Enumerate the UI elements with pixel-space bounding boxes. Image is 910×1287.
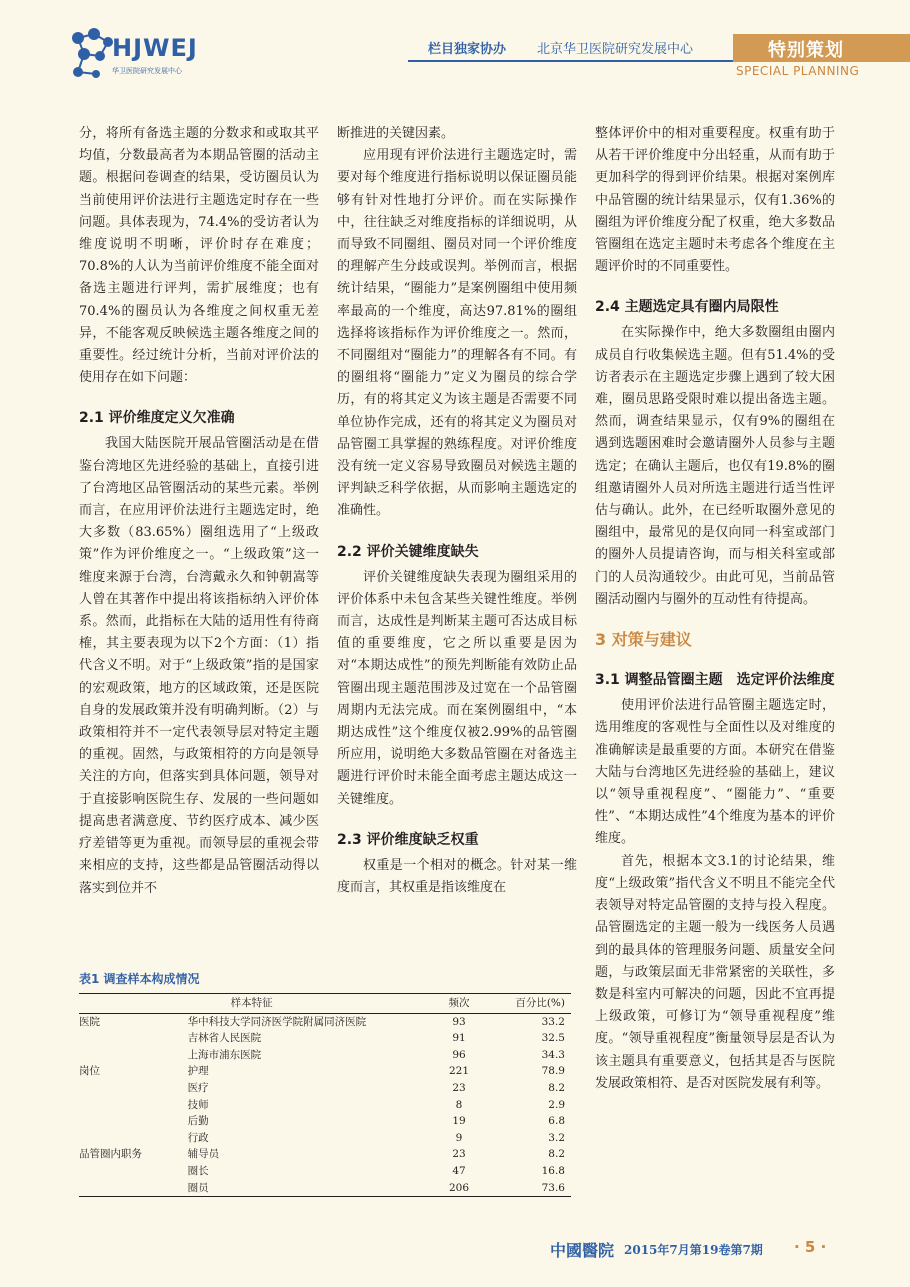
table-cell-item: 护理: [187, 1065, 209, 1078]
column-sponsor-label: 栏目独家协办: [428, 42, 507, 57]
table-cell-category: [79, 1030, 188, 1047]
text-column-1: [79, 123, 319, 900]
table-row: [79, 1097, 571, 1114]
table-cell-pct: 34.3: [541, 1048, 565, 1061]
table-row: [79, 1080, 571, 1097]
table-row: [79, 1063, 571, 1080]
page-footer: [550, 1238, 840, 1260]
table-cell-freq: 47: [452, 1164, 466, 1177]
table-row: [79, 1013, 571, 1030]
table-cell-pct: 8.2: [548, 1081, 565, 1094]
table-cell-freq: 221: [448, 1065, 470, 1078]
section-heading: 2.2 评价关键维度缺失: [337, 543, 479, 560]
paragraph: 首先，根据本文3.1的讨论结果，维度“上级政策”指代含义不明且不能完全代表领导对特定品管圈的支持与投入程度。品管圈选定的主题一般为一线医务人员遇到的最具体的管理服务问题、质量安全问题，与政策层面无非常紧密的关联性，多数是科室内可解决的问题，因此不宜再提上级政策，可修订为“领导重视程度”维度。“领导重视程度”衡量领导层是否认为该主题具有重要意义，包括其是否与医院发展政策相符、是否对医院发展有利等。: [595, 853, 835, 1091]
table-cell-freq: 96: [452, 1048, 466, 1061]
table-cell-item: 后勤: [187, 1115, 209, 1128]
section-heading: 2.4 主题选定具有圈内局限性: [595, 299, 779, 316]
text-column-3: [595, 123, 835, 1095]
table-cell-category: [79, 1113, 188, 1130]
paragraph: 权重是一个相对的概念。针对某一维度而言，其权重是指该维度在: [337, 857, 577, 896]
table-cell-pct: 16.8: [541, 1164, 565, 1177]
table-cell-pct: 78.9: [541, 1065, 565, 1078]
table-cell-category: 医院: [79, 1015, 100, 1028]
paragraph: 分，将所有备选主题的分数求和或取其平均值，分数最高者为本期品管圈的活动主题。根据问卷调查的结果，受访圈员认为当前使用评价法进行主题选定时存在一些问题。具体表现为，74.4%的受访者认为维度说明不明晰，评价时存在难度；70.8%的人认为当前评价维度不能全面对备选主题进行评判，需扩展维度；也有70.4%的圈员认为各维度之间权重无差异，不能客观反映候选主题各维度之间的重要性。经过统计分析，当前对评价法的使用存在如下问题：: [79, 126, 319, 386]
table-cell-freq: 23: [452, 1148, 466, 1161]
page-header: [0, 0, 910, 80]
table-header: 百分比(%): [515, 997, 565, 1009]
table-cell-freq: 9: [455, 1131, 463, 1144]
table-cell-category: 岗位: [79, 1065, 100, 1078]
section-heading: 2.3 评价维度缺乏权重: [337, 831, 479, 848]
logo-subtitle: 华卫医院研究发展中心: [112, 67, 182, 75]
page-number: · 5 ·: [794, 1238, 827, 1256]
section-heading: 2.1 评价维度定义欠准确: [79, 410, 235, 427]
table-row: [79, 1180, 571, 1197]
table-header-row: [79, 994, 571, 1014]
section-title-en: SPECIAL PLANNING: [736, 64, 860, 78]
table-row: [79, 1146, 571, 1163]
section-heading: 3.1 调整品管圈主题 选定评价法维度: [595, 672, 835, 689]
table-cell-freq: 23: [452, 1081, 466, 1094]
section-title: 特别策划: [768, 40, 844, 61]
table-cell-category: [79, 1080, 188, 1097]
table-cell-category: 品管圈内职务: [79, 1148, 142, 1161]
table-cell-pct: 6.8: [548, 1115, 565, 1128]
table-cell-item: 医疗: [187, 1081, 209, 1094]
table-cell-item: 行政: [187, 1131, 209, 1144]
issue-info: 2015年7月第19卷第7期: [624, 1243, 763, 1257]
sample-table: [79, 993, 571, 1197]
paragraph: 在实际操作中，绝大多数圈组由圈内成员自行收集候选主题。但有51.4%的受访者表示在主题选定步骤上遇到了较大困难，圈员思路受限时难以提出备选主题。然而，调查结果显示，仅有9%的圈组在遇到选题困难时会邀请圈外人员参与主题选定；在确认主题后，也仅有19.8%的圈组邀请圈外人员对所选主题进行适当性评估与确认。此外，在已经听取圈外意见的圈组中，最常见的是仅向同一科室或部门的圈外人员提请咨询，而与相关科室或部门的人员沟通较少。由此可见，当前品管圈活动圈内与圈外的互动性有待提高。: [595, 325, 835, 607]
table-cell-freq: 91: [452, 1032, 466, 1045]
table-header: 样本特征: [230, 997, 273, 1009]
paragraph: 断推进的关键因素。: [337, 126, 455, 141]
column-sponsor-org: 北京华卫医院研究发展中心: [537, 42, 694, 57]
paragraph: 我国大陆医院开展品管圈活动是在借鉴台湾地区先进经验的基础上，直接引进了台湾地区品管圈活动的某些元素。举例而言，在应用评价法进行主题选定时，绝大多数（83.65%）圈组选用了“上级政策”作为评价维度之一。“上级政策”这一维度来源于台湾，台湾戴永久和钟朝嵩等人曾在其著作中提出将该指标纳入评价体系。然而，此指标在大陆的适用性有待商榷，其主要表现为以下2个方面：（1）指代含义不明。对于“上级政策”指的是国家的宏观政策，地方的区域政策，还是医院自身的发展政策并没有明确判断。（2）与政策相符并不一定代表领导层对特定主题的重视。固然，与政策相符的方向是领导关注的方向，但落实到具体问题，领导对于直接影响医院生存、发展的一些问题如提高患者满意度、节约医疗成本、减少医疗差错等更为重视。而领导层的重视会带来相应的支持，这些都是品管圈活动得以落实到位并不: [79, 436, 319, 896]
journal-name: 中國醫院: [550, 1241, 615, 1260]
table-cell-item: 华中科技大学同济医学院附属同济医院: [187, 1015, 367, 1028]
table-cell-pct: 32.5: [541, 1032, 565, 1045]
table-row: [79, 1163, 571, 1180]
table-cell-item: 上海市浦东医院: [187, 1048, 262, 1061]
table-cell-freq: 19: [452, 1115, 466, 1128]
table-cell-category: [79, 1047, 188, 1064]
sample-table-block: [79, 970, 571, 1197]
table-cell-item: 吉林省人民医院: [187, 1032, 262, 1045]
table-cell-pct: 8.2: [548, 1148, 565, 1161]
table-header: 频次: [448, 997, 470, 1009]
table-cell-category: [79, 1180, 188, 1197]
table-cell-item: 圈员: [187, 1181, 209, 1194]
table-title: 表1 调查样本构成情况: [79, 972, 200, 986]
table-cell-category: [79, 1163, 188, 1180]
table-cell-pct: 2.9: [548, 1098, 565, 1111]
paragraph: 使用评价法进行品管圈主题选定时，选用维度的客观性与全面性以及对维度的准确解读是最重要的方面。本研究在借鉴大陆与台湾地区先进经验的基础上，建议以“领导重视程度”、“圈能力”、“重要性”、“本期达成性”4个维度为基本的评价维度。: [595, 698, 835, 847]
table-cell-item: 技师: [187, 1098, 209, 1111]
table-cell-pct: 33.2: [541, 1015, 565, 1028]
table-cell-freq: 93: [452, 1015, 466, 1028]
table-cell-pct: 73.6: [541, 1181, 565, 1194]
header-divider: [408, 60, 733, 62]
table-cell-category: [79, 1130, 188, 1147]
table-cell-item: 辅导员: [187, 1148, 220, 1161]
paragraph: 评价关键维度缺失表现为圈组采用的评价体系中未包含某些关键性维度。举例而言，达成性是判断某主题可否达成目标值的重要维度，它之所以重要是因为对“本期达成性”的预先判断能有效防止品管圈出现主题范围涉及过宽在一个品管圈周期内无法完成。而在案例圈组中，“本期达成性”这个维度仅被2.99%的品管圈所应用，说明绝大多数品管圈在对备选主题进行评价时未能全面考虑主题达成这一关键维度。: [337, 569, 577, 807]
table-cell-pct: 3.2: [548, 1131, 565, 1144]
chapter-heading: 3 对策与建议: [595, 630, 692, 650]
paragraph: 整体评价中的相对重要程度。权重有助于从若干评价维度中分出轻重，从而有助于更加科学的得到评价结果。根据对案例库中品管圈的统计结果显示，仅有1.36%的圈组为评价维度分配了权重，绝大多数品管圈组在选定主题时未考虑各个维度在主题评价时的不同重要性。: [595, 126, 835, 275]
table-row: [79, 1113, 571, 1130]
table-cell-item: 圈长: [187, 1164, 209, 1177]
text-column-2: [337, 123, 577, 899]
table-row: [79, 1130, 571, 1147]
logo-text: HJWEJ: [112, 34, 198, 62]
table-row: [79, 1030, 571, 1047]
table-row: [79, 1047, 571, 1064]
table-cell-freq: 8: [455, 1098, 463, 1111]
table-cell-category: [79, 1097, 188, 1114]
table-cell-freq: 206: [448, 1181, 470, 1194]
paragraph: 应用现有评价法进行主题选定时，需要对每个维度进行指标说明以保证圈员能够有针对性地打分评价。而在实际操作中，往往缺乏对维度指标的详细说明，从而导致不同圈组、圈员对同一个评价维度的理解产生分歧或误判。举例而言，根据统计结果，“圈能力”是案例圈组中使用频率最高的一个维度，高达97.81%的圈组选择将该指标作为评价维度之一。然而，不同圈组对“圈能力”的理解各有不同。有的圈组将“圈能力”定义为圈员的综合学历，有的将其定义为该主题是否需要不同单位协作完成，还有的将其定义为圈员对品管圈工具掌握的熟练程度。对评价维度没有统一定义容易导致圈员对候选主题的评判缺乏科学依据，从而影响主题选定的准确性。: [337, 148, 577, 519]
